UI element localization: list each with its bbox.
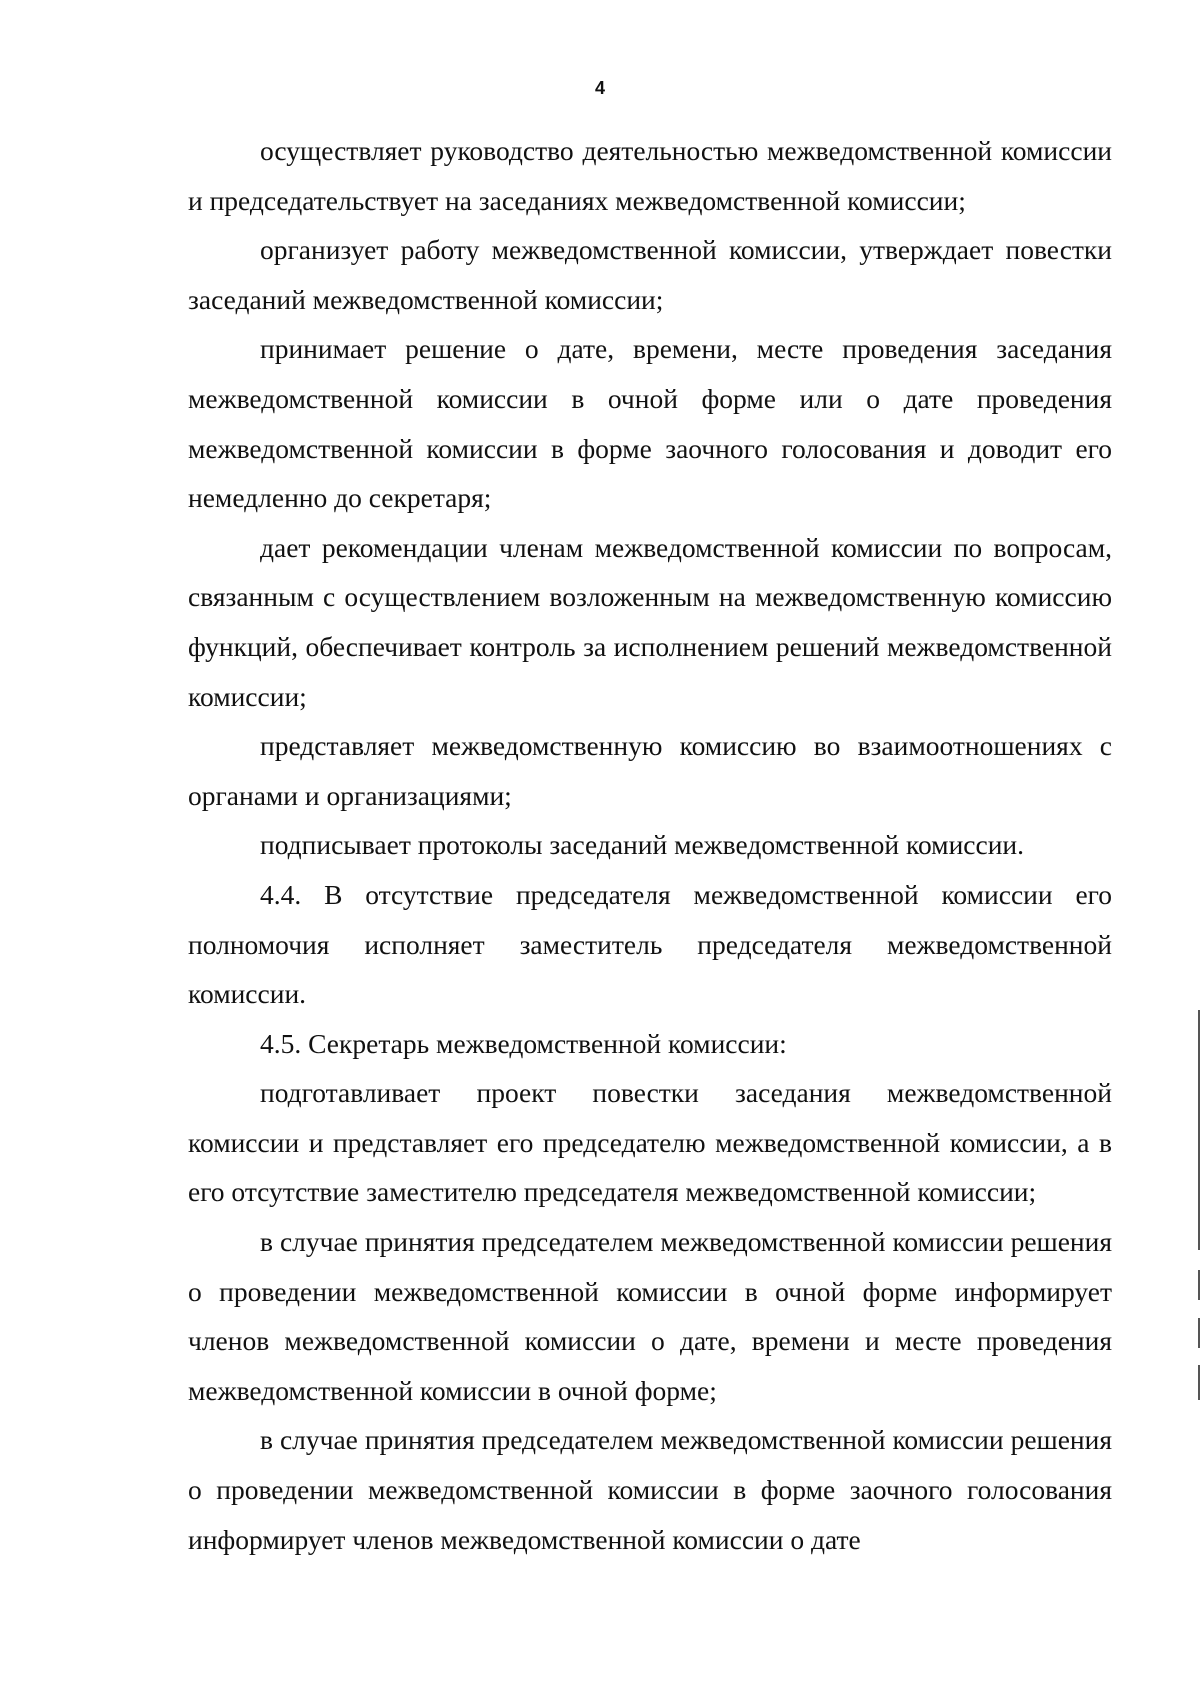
page-number: 4 <box>594 78 605 98</box>
paragraph-chair-leads-commission: осуществляет руководство деятельностью межведомственной комиссии и председательствует на заседаниях межведомственной комиссии; <box>188 135 1112 216</box>
paragraph-signs-protocols: подписывает протоколы заседаний межведомственной комиссии. <box>260 829 1025 861</box>
paragraph-represents-commission: представляет межведомственную комиссию во взаимоотношениях с органами и организациями; <box>188 730 1112 811</box>
paragraph-in-person-meeting: в случае принятия председателем межведомственной комиссии решения о проведении межведомственной комиссии в очной форме информирует членов межведомственной комиссии о дате, времени и месте проведения межведомственной комиссии в очной форме; <box>188 1226 1112 1406</box>
paragraph-section-4-5: 4.5. Секретарь межведомственной комиссии: <box>260 1027 787 1059</box>
document-body <box>188 126 1112 1564</box>
paragraph-section-4-4: 4.4. В отсутствие председателя межведомственной комиссии его полномочия исполняет заместитель председателя межведомственной комиссии. <box>188 878 1112 1010</box>
paragraph-decides-meeting-date: принимает решение о дате, времени, месте проведения заседания межведомственной комиссии в очной форме или о дате проведения межведомственной комиссии в форме заочного голосования и доводит его немедленно до секретаря; <box>188 333 1112 514</box>
paragraph-gives-recommendations: дает рекомендации членам межведомственной комиссии по вопросам, связанным с осуществлением возложенным на межведомственную комиссию функций, обеспечивает контроль за исполнением решений межведомственной комиссии; <box>188 531 1112 712</box>
paragraph-absentee-voting: в случае принятия председателем межведомственной комиссии решения о проведении межведомственной комиссии в форме заочного голосования информирует членов межведомственной комиссии о дате <box>188 1424 1112 1555</box>
paragraph-prepares-agenda: подготавливает проект повестки заседания межведомственной комиссии и представляет его председателю межведомственной комиссии, а в его отсутствие заместителю председателя межведомственной комиссии; <box>188 1077 1112 1208</box>
paragraph-organizes-work: организует работу межведомственной комиссии, утверждает повестки заседаний межведомственной комиссии; <box>188 234 1112 315</box>
